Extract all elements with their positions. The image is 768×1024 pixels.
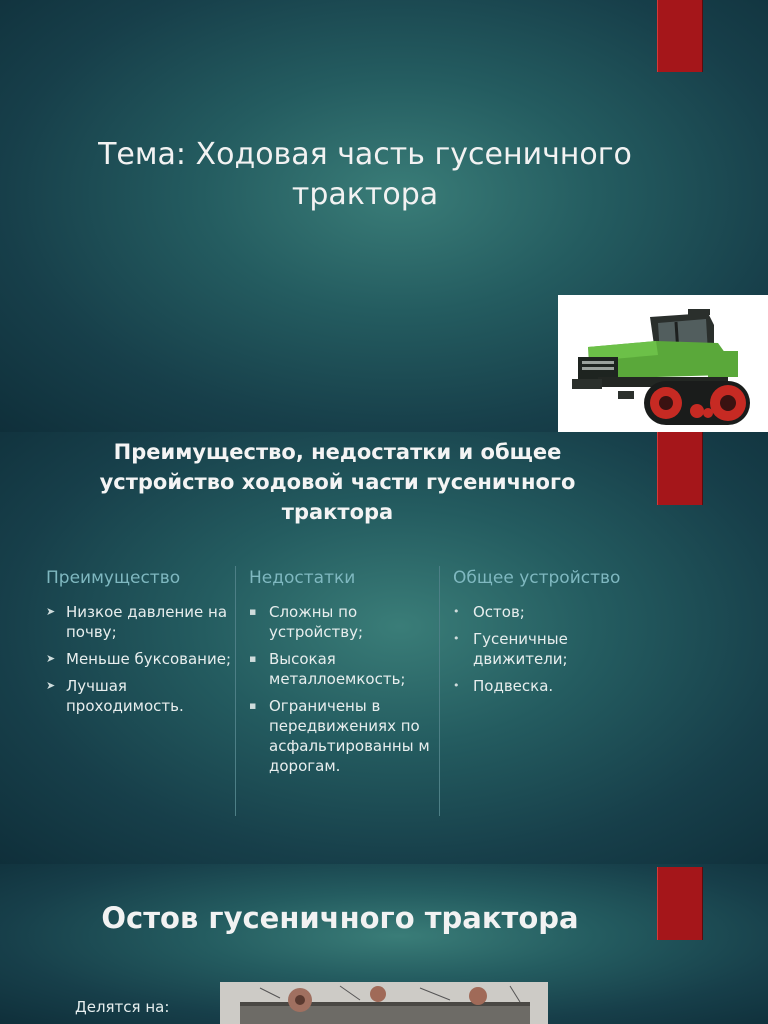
- accent-bar: [657, 867, 703, 940]
- tractor-frame-image: [220, 982, 548, 1024]
- dot-bullet-icon: •: [453, 632, 460, 645]
- arrow-bullet-icon: ➤: [46, 679, 56, 692]
- column-heading: Недостатки: [249, 568, 356, 588]
- list-item: • Гусеничные движители;: [453, 630, 568, 668]
- bullet-list: [46, 602, 236, 716]
- list-item: • Подвеска.: [453, 677, 554, 695]
- column-heading: Общее устройство: [453, 568, 621, 588]
- column-general-structure: [453, 568, 643, 703]
- list-item: ➤ Низкое давление на почву;: [46, 603, 228, 641]
- slide-title: Преимущество, недостатки и общее устройство ходовой части гусеничного трактора: [99, 440, 576, 524]
- accent-bar: [657, 432, 703, 505]
- square-bullet-icon: ▪: [249, 699, 257, 712]
- column-divider: [235, 566, 236, 816]
- slide-title: Тема: Ходовая часть гусеничного трактора: [98, 137, 632, 212]
- bullet-list: [453, 602, 643, 696]
- arrow-bullet-icon: ➤: [46, 652, 56, 665]
- bullet-list: [249, 602, 439, 776]
- dot-bullet-icon: •: [453, 679, 460, 692]
- list-item: ➤ Меньше буксование;: [46, 650, 232, 668]
- square-bullet-icon: ▪: [249, 605, 257, 618]
- list-item: ▪ Сложны по устройству;: [249, 603, 364, 641]
- column-advantages: [46, 568, 236, 723]
- slide-subtitle: Делятся на:: [75, 998, 170, 1016]
- column-disadvantages: [249, 568, 439, 783]
- column-heading: Преимущество: [46, 568, 181, 588]
- list-item: ➤ Лучшая проходимость.: [46, 677, 184, 715]
- tractor-image: [558, 295, 768, 432]
- crawler-tractor-illustration: [558, 295, 768, 432]
- column-divider: [439, 566, 440, 816]
- list-item: ▪ Ограничены в передвижениях по асфальтированны м дорогам.: [249, 697, 430, 775]
- tractor-frame-illustration: [220, 982, 548, 1024]
- list-item: • Остов;: [453, 603, 525, 621]
- slide-1: [0, 0, 768, 432]
- list-item: ▪ Высокая металлоемкость;: [249, 650, 406, 688]
- slide-title: Остов гусеничного трактора: [101, 901, 579, 935]
- dot-bullet-icon: •: [453, 605, 460, 618]
- square-bullet-icon: ▪: [249, 652, 257, 665]
- accent-bar: [657, 0, 703, 72]
- arrow-bullet-icon: ➤: [46, 605, 56, 618]
